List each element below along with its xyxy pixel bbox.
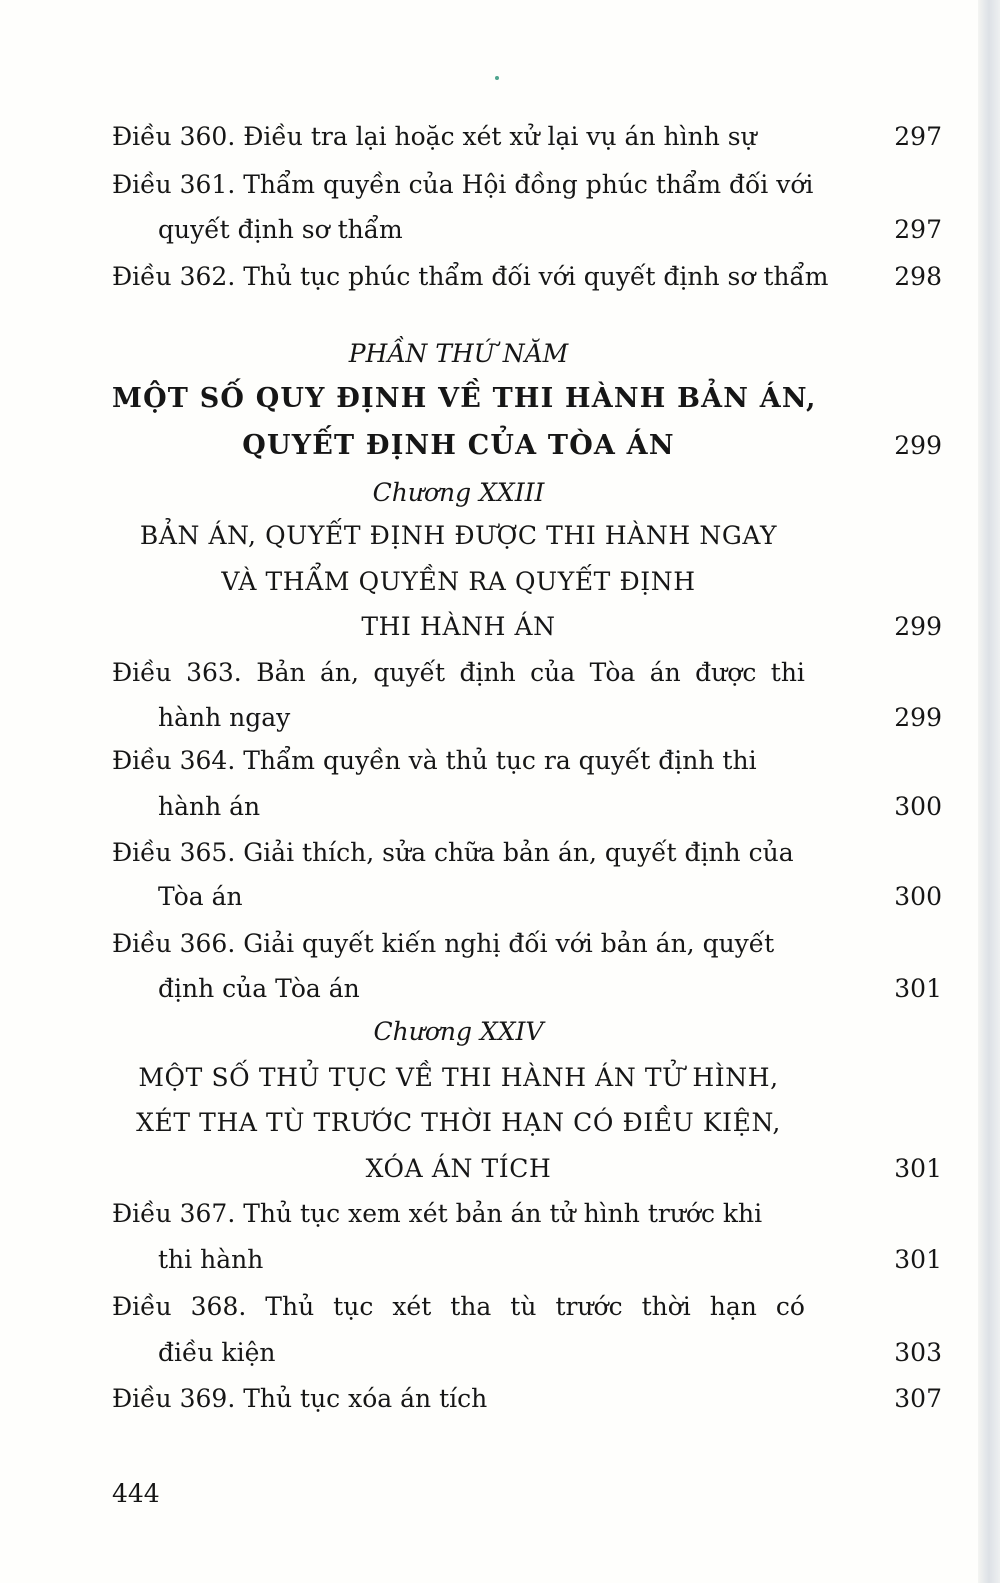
toc-entry-page: 297 <box>894 215 942 244</box>
toc-entry-title: Điều 366. Giải quyết kiến nghị đối với bản án, quyết <box>112 929 775 958</box>
toc-entry-page: 301 <box>894 1245 942 1274</box>
page-number: 444 <box>112 1479 160 1508</box>
toc-entry-page: 301 <box>894 974 942 1003</box>
chapter-23-title-line1[interactable]: BẢN ÁN, QUYẾT ĐỊNH ĐƯỢC THI HÀNH NGAY <box>139 521 778 550</box>
part-page: 299 <box>894 431 942 460</box>
part-title-line1[interactable]: MỘT SỐ QUY ĐỊNH VỀ THI HÀNH BẢN ÁN, <box>112 383 817 414</box>
toc-entry-title-cont: thi hành <box>158 1245 264 1274</box>
toc-entry-title: Điều 360. Điều tra lại hoặc xét xử lại vụ án hình sự <box>112 122 757 151</box>
part-title-line2[interactable] <box>112 430 942 461</box>
chapter-label-23: Chương XXIII <box>372 478 545 507</box>
toc-entry-title: Điều 362. Thủ tục phúc thẩm đối với quyết định sơ thẩm <box>112 262 829 291</box>
chapter-label-24: Chương XXIV <box>373 1017 544 1046</box>
chapter-23-title-line2[interactable]: VÀ THẨM QUYỀN RA QUYẾT ĐỊNH <box>221 567 696 596</box>
toc-entry-title-cont: hành ngay <box>158 703 291 732</box>
toc-entry-title: Điều 369. Thủ tục xóa án tích <box>112 1384 488 1413</box>
part-title-text: QUYẾT ĐỊNH CỦA TÒA ÁN <box>242 430 675 461</box>
toc-entry-title: Điều 363. Bản án, quyết định của Tòa án được thi <box>112 658 805 687</box>
toc-entry-title: Điều 367. Thủ tục xem xét bản án tử hình trước khi <box>112 1199 763 1228</box>
toc-entry-page: 303 <box>894 1338 942 1367</box>
chapter-24-title-line3[interactable] <box>112 1154 942 1184</box>
chapter-24-title-line2[interactable]: XÉT THA TÙ TRƯỚC THỜI HẠN CÓ ĐIỀU KIỆN, <box>136 1108 781 1137</box>
toc-entry-page: 300 <box>894 882 942 911</box>
toc-entry-title: Điều 368. Thủ tục xét tha tù trước thời hạn có <box>112 1292 805 1321</box>
chapter-page: 299 <box>894 612 942 641</box>
chapter-page: 301 <box>894 1154 942 1183</box>
toc-entry-title: Điều 361. Thẩm quyền của Hội đồng phúc thẩm đối với <box>112 170 814 199</box>
toc-entry-page: 300 <box>894 792 942 821</box>
part-label: PHẦN THỨ NĂM <box>348 339 569 368</box>
toc-entry-title-cont: quyết định sơ thẩm <box>158 215 403 244</box>
toc-entry-page: 307 <box>894 1384 942 1413</box>
toc-entry-page: 298 <box>894 262 942 291</box>
toc-entry-page: 297 <box>894 122 942 151</box>
toc-entry-title-cont: Tòa án <box>158 882 243 911</box>
toc-entry-title: Điều 364. Thẩm quyền và thủ tục ra quyết định thi <box>112 746 757 775</box>
chapter-title-text: THI HÀNH ÁN <box>361 612 556 641</box>
toc-entry-title: Điều 365. Giải thích, sửa chữa bản án, quyết định của <box>112 838 794 867</box>
chapter-title-text: XÓA ÁN TÍCH <box>365 1154 552 1183</box>
toc-entry-title-cont: hành án <box>158 792 261 821</box>
chapter-23-title-line3[interactable] <box>112 612 942 642</box>
chapter-24-title-line1[interactable]: MỘT SỐ THỦ TỤC VỀ THI HÀNH ÁN TỬ HÌNH, <box>138 1063 779 1092</box>
toc-entry-title-cont: định của Tòa án <box>158 974 360 1003</box>
toc-entry-title-cont: điều kiện <box>158 1338 276 1367</box>
toc-entry-page: 299 <box>894 703 942 732</box>
